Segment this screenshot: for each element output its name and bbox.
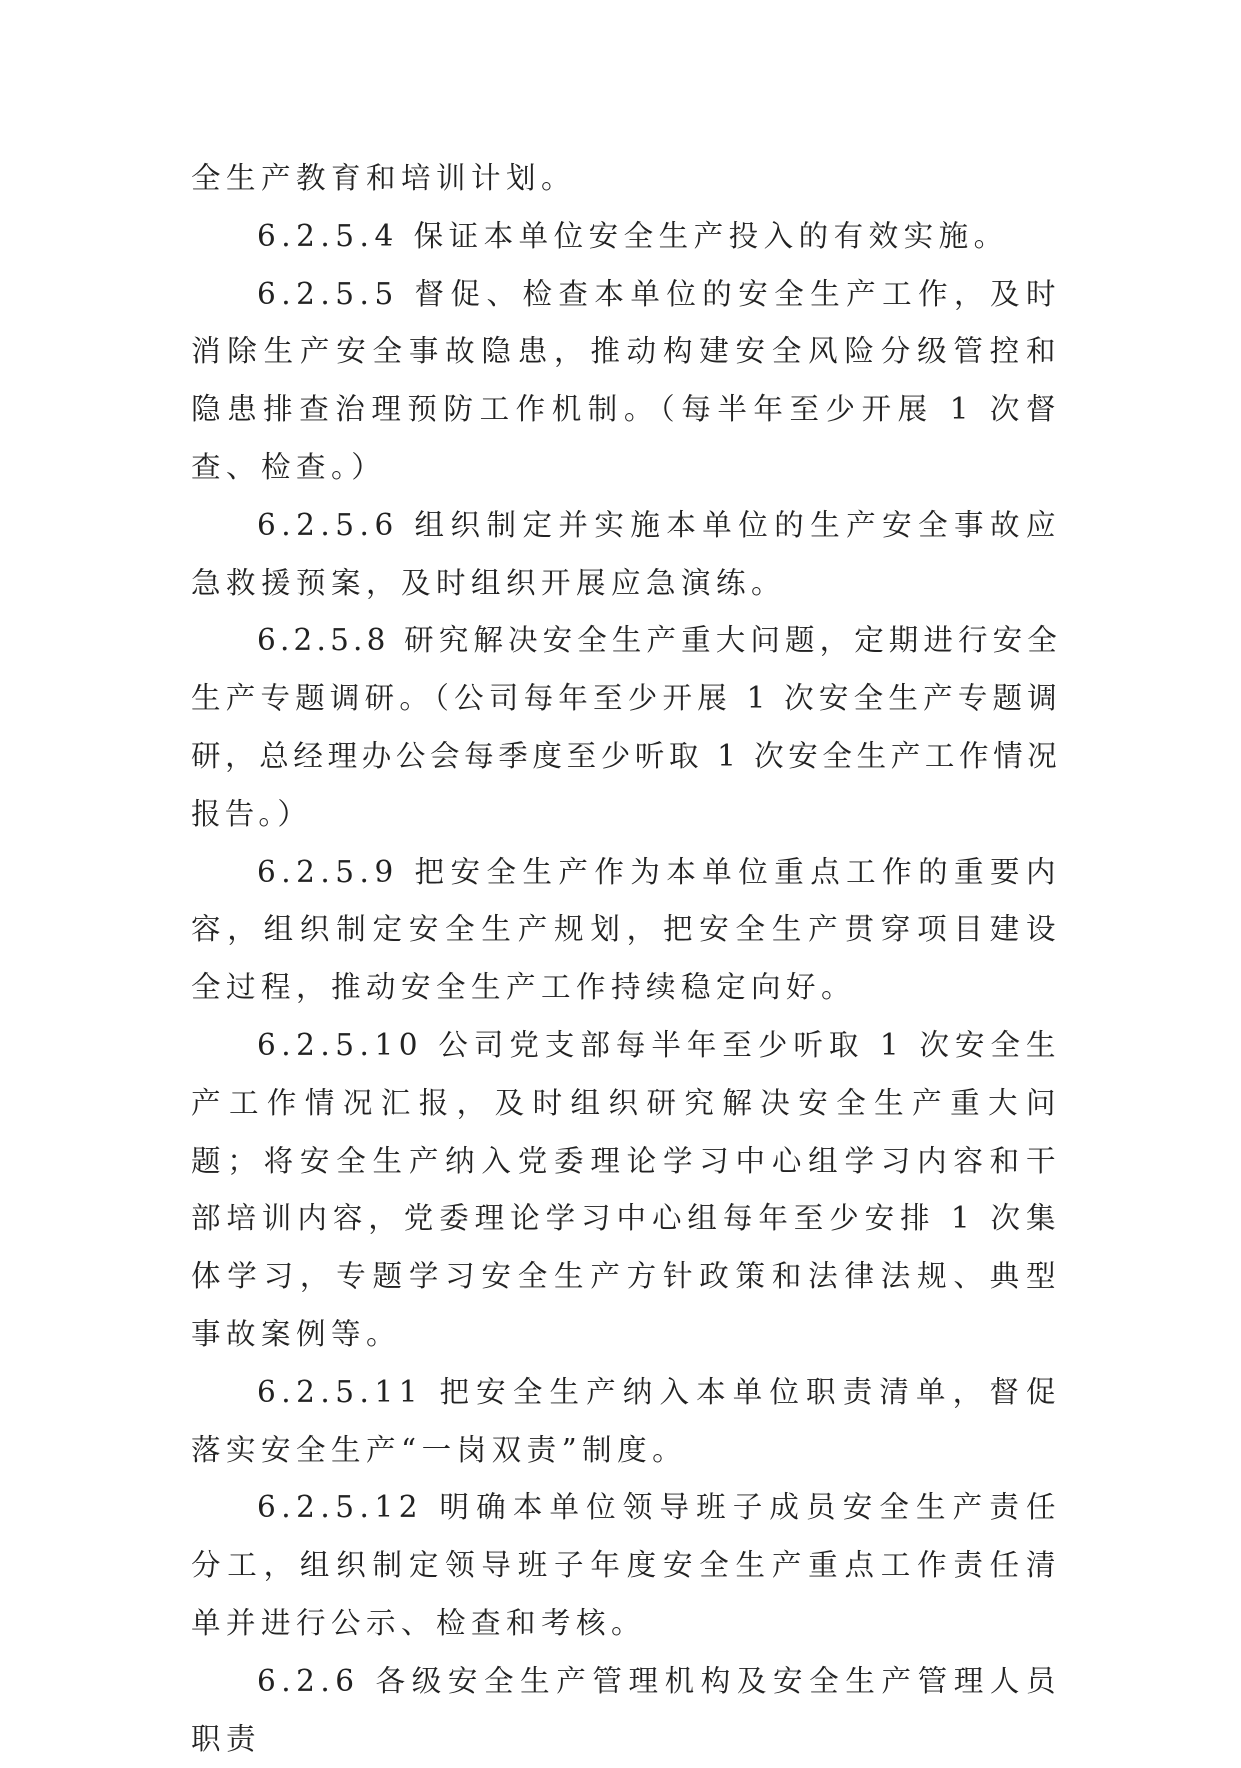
- paragraph-continuation: 全生产教育和培训计划。: [191, 161, 577, 195]
- paragraph-6-2-5-10: 6.2.5.10 公司党支部每半年至少听取 1 次安全生产工作情况汇报，及时组织研究解决安全生产重大问题；将安全生产纳入党委理论学习中心组学习内容和干部培训内容，党委理论学习中心组每年至少安排 1 次集体学习，专题学习安全生产方针政策和法律法规、典型事故案例等。: [191, 1027, 1061, 1351]
- paragraph-6-2-5-12: 6.2.5.12 明确本单位领导班子成员安全生产责任分工，组织制定领导班子年度安全生产重点工作责任清单并进行公示、检查和考核。: [191, 1490, 1061, 1640]
- paragraph-6-2-5-11: 6.2.5.11 把安全生产纳入本单位职责清单，督促落实安全生产“一岗双责”制度。: [191, 1374, 1061, 1467]
- paragraph-6-2-5-4: 6.2.5.4 保证本单位安全生产投入的有效实施。: [257, 218, 1009, 253]
- section-heading-6-2-6: 6.2.6 各级安全生产管理机构及安全生产管理人员职责: [191, 1663, 1061, 1756]
- document-body: [191, 150, 1061, 1768]
- paragraph-6-2-5-5: 6.2.5.5 督促、检查本单位的安全生产工作，及时消除生产安全事故隐患，推动构建安全风险分级管控和隐患排查治理预防工作机制。（每半年至少开展 1 次督查、检查。）: [191, 276, 1061, 484]
- paragraph-6-2-5-6: 6.2.5.6 组织制定并实施本单位的生产安全事故应急救援预案，及时组织开展应急演练。: [191, 507, 1061, 600]
- paragraph-6-2-5-8: 6.2.5.8 研究解决安全生产重大问题，定期进行安全生产专题调研。（公司每年至少开展 1 次安全生产专题调研，总经理办公会每季度至少听取 1 次安全生产工作情况报告。）: [191, 623, 1061, 831]
- paragraph-6-2-5-9: 6.2.5.9 把安全生产作为本单位重点工作的重要内容，组织制定安全生产规划，把安全生产贯穿项目建设全过程，推动安全生产工作持续稳定向好。: [191, 854, 1061, 1005]
